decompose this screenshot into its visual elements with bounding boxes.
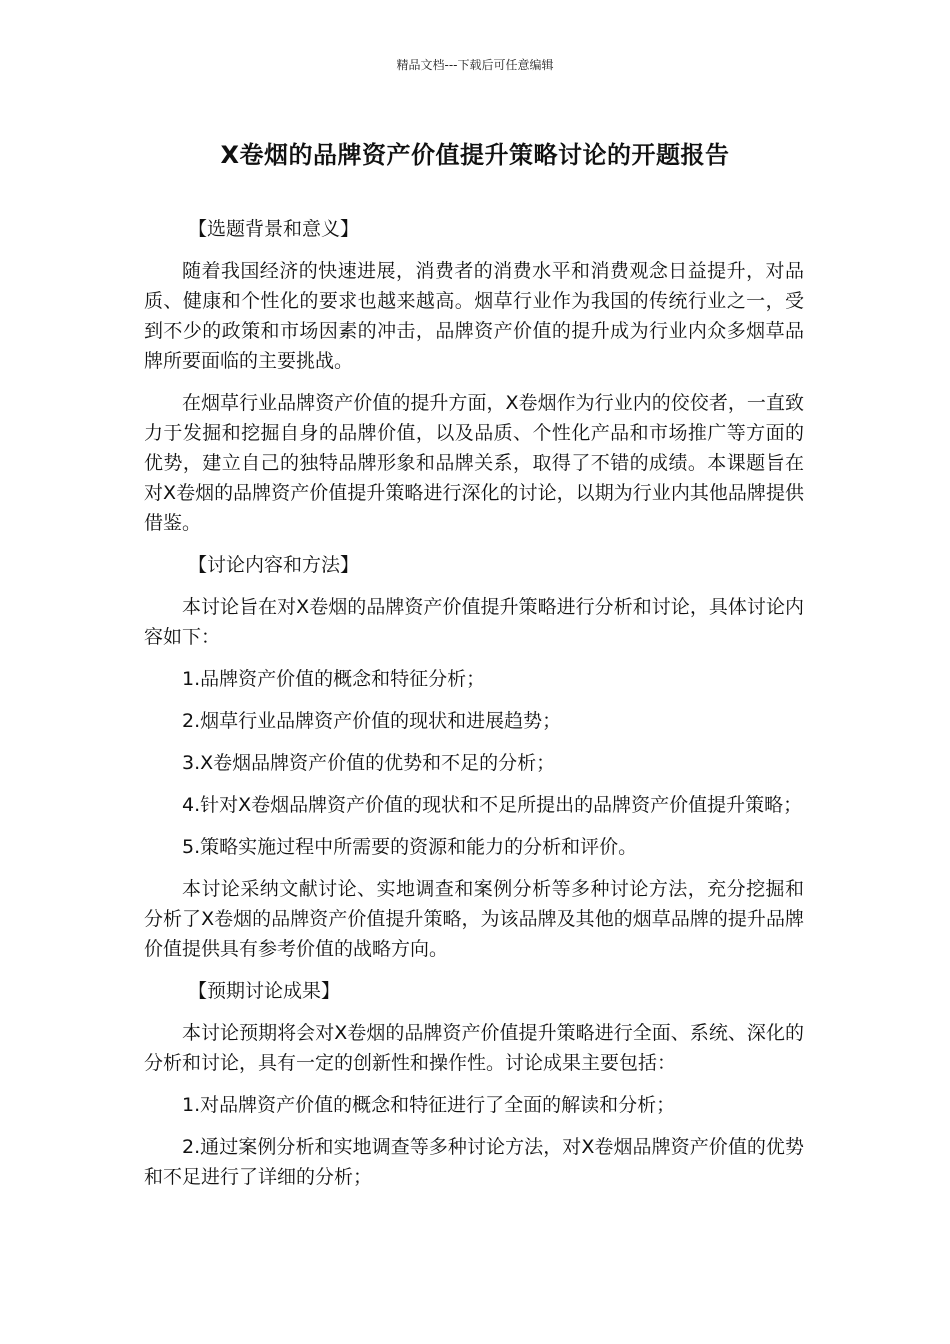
section-heading-content-methods: 【讨论内容和方法】 bbox=[188, 554, 360, 576]
list-item-content-4: 4.针对X卷烟品牌资产价值的现状和不足所提出的品牌资产价值提升策略； bbox=[182, 794, 803, 816]
document-body bbox=[144, 214, 804, 1204]
paragraph-background-2: 在烟草行业品牌资产价值的提升方面，X卷烟作为行业内的佼佼者，一直致力于发掘和挖掘自身的品牌价值，以及品质、个性化产品和市场推广等方面的优势，建立自己的独特品牌形象和品牌关系，取得了不错的成绩。本课题旨在对X卷烟的品牌资产价值提升策略进行深化的讨论，以期为行业内其他品牌提供借鉴。 bbox=[144, 392, 804, 534]
list-item-content-3: 3.X卷烟品牌资产价值的优势和不足的分析； bbox=[182, 752, 556, 774]
document-title: X卷烟的品牌资产价值提升策略讨论的开题报告 bbox=[220, 141, 730, 169]
section-heading-background: 【选题背景和意义】 bbox=[188, 218, 360, 240]
page-header: 精品文档---下载后可任意编辑 bbox=[396, 58, 554, 72]
list-item-content-5: 5.策略实施过程中所需要的资源和能力的分析和评价。 bbox=[182, 836, 638, 858]
list-item-content-1: 1.品牌资产价值的概念和特征分析； bbox=[182, 668, 486, 690]
paragraph-content-intro: 本讨论旨在对X卷烟的品牌资产价值提升策略进行分析和讨论，具体讨论内容如下： bbox=[144, 596, 804, 648]
list-item-results-2: 2.通过案例分析和实地调查等多种讨论方法，对X卷烟品牌资产价值的优势和不足进行了详细的分析； bbox=[144, 1136, 804, 1188]
paragraph-background-1: 随着我国经济的快速进展，消费者的消费水平和消费观念日益提升，对品质、健康和个性化的要求也越来越高。烟草行业作为我国的传统行业之一，受到不少的政策和市场因素的冲击，品牌资产价值的提升成为行业内众多烟草品牌所要面临的主要挑战。 bbox=[144, 260, 804, 372]
list-item-content-2: 2.烟草行业品牌资产价值的现状和进展趋势； bbox=[182, 710, 562, 732]
list-item-results-1: 1.对品牌资产价值的概念和特征进行了全面的解读和分析； bbox=[182, 1094, 676, 1116]
section-heading-expected-results: 【预期讨论成果】 bbox=[188, 980, 341, 1002]
paragraph-methods: 本讨论采纳文献讨论、实地调查和案例分析等多种讨论方法，充分挖掘和分析了X卷烟的品牌资产价值提升策略，为该品牌及其他的烟草品牌的提升品牌价值提供具有参考价值的战略方向。 bbox=[144, 878, 804, 960]
paragraph-results-intro: 本讨论预期将会对X卷烟的品牌资产价值提升策略进行全面、系统、深化的分析和讨论，具有一定的创新性和操作性。讨论成果主要包括： bbox=[144, 1022, 804, 1074]
